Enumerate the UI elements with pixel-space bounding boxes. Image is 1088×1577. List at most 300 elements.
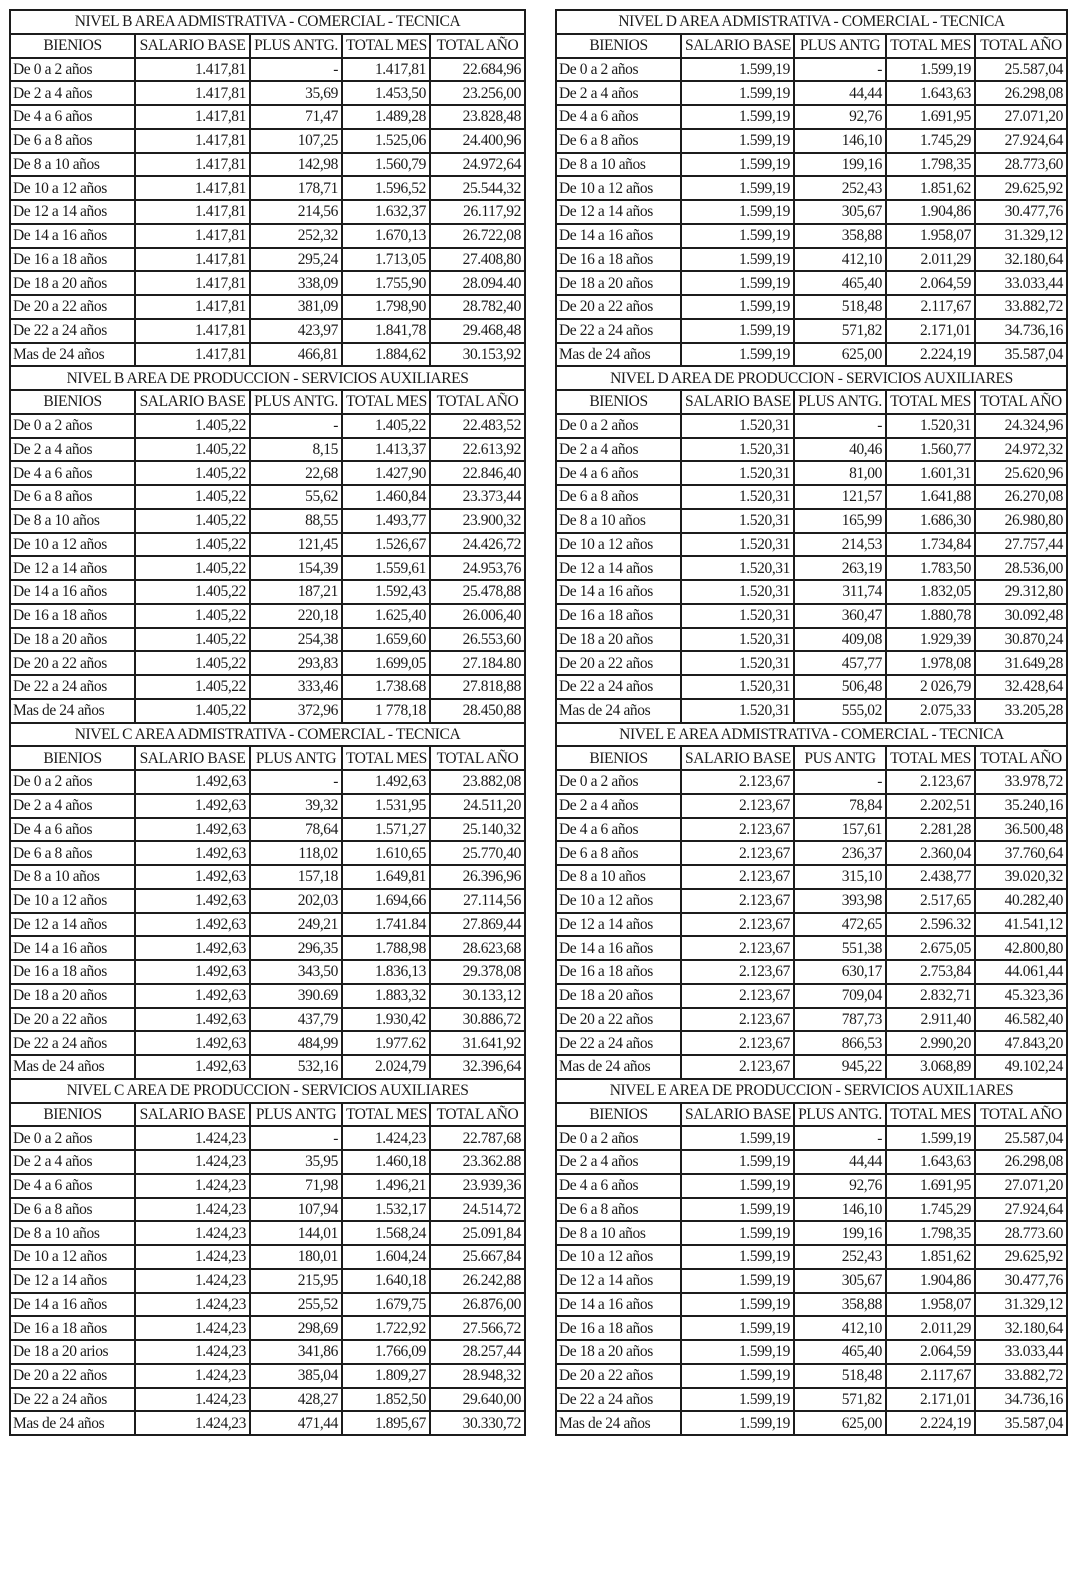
cell-plus-antg: 35,95 (250, 1150, 342, 1174)
cell-total-mes: 1.809,27 (342, 1364, 430, 1388)
cell-bienios: Mas de 24 años (556, 1411, 681, 1435)
cell-bienios: De 0 a 2 años (556, 770, 681, 794)
cell-salario-base: 1.405,22 (135, 556, 250, 580)
cell-plus-antg: - (250, 1126, 342, 1150)
cell-bienios: De 12 a 14 años (10, 200, 135, 224)
cell-plus-antg: - (794, 58, 886, 82)
table-row (10, 414, 525, 438)
table-row (556, 699, 1067, 723)
cell-bienios: De 18 a 20 años (556, 271, 681, 295)
cell-total-ano: 22.613,92 (430, 438, 525, 462)
cell-total-mes: 2.075,33 (886, 699, 975, 723)
cell-total-mes: 1.977.62 (342, 1031, 430, 1055)
cell-salario-base: 1.599,19 (681, 1245, 794, 1269)
cell-bienios: De 0 a 2 años (10, 58, 135, 82)
cell-salario-base: 2.123,67 (681, 770, 794, 794)
table-row (556, 1388, 1067, 1412)
cell-total-ano: 26.242,88 (430, 1269, 525, 1293)
cell-salario-base: 1.492,63 (135, 936, 250, 960)
table-row (556, 1198, 1067, 1222)
table-row (556, 889, 1067, 913)
table-row (10, 1388, 525, 1412)
cell-total-mes: 2.360,04 (886, 841, 975, 865)
cell-bienios: De 4 a 6 años (556, 461, 681, 485)
cell-salario-base: 2.123,67 (681, 984, 794, 1008)
cell-total-mes: 1.852,50 (342, 1388, 430, 1412)
table-row (556, 509, 1067, 533)
cell-salario-base: 1.405,22 (135, 675, 250, 699)
cell-salario-base: 1.424,23 (135, 1174, 250, 1198)
cell-bienios: De 18 a 20 años (10, 271, 135, 295)
cell-bienios: De 6 a 8 años (556, 129, 681, 153)
header-plus-antg: PUS ANTG (794, 746, 886, 770)
cell-salario-base: 1.492,63 (135, 960, 250, 984)
cell-bienios: De 22 a 24 años (10, 1031, 135, 1055)
cell-total-ano: 45.323,36 (975, 984, 1067, 1008)
cell-salario-base: 1.520,31 (681, 628, 794, 652)
cell-bienios: De 2 a 4 años (556, 81, 681, 105)
cell-total-mes: 1.649,81 (342, 865, 430, 889)
cell-bienios: De 20 a 22 años (556, 1364, 681, 1388)
cell-plus-antg: 625,00 (794, 343, 886, 367)
cell-salario-base: 2.123,67 (681, 913, 794, 937)
cell-plus-antg: 199,16 (794, 153, 886, 177)
cell-total-ano: 33.033,44 (975, 271, 1067, 295)
cell-salario-base: 1.599,19 (681, 248, 794, 272)
cell-total-ano: 24.400,96 (430, 129, 525, 153)
cell-plus-antg: 293,83 (250, 651, 342, 675)
cell-total-ano: 35.587,04 (975, 1411, 1067, 1435)
cell-salario-base: 1.492,63 (135, 984, 250, 1008)
cell-total-mes: 1.755,90 (342, 271, 430, 295)
cell-total-ano: 29.625,92 (975, 176, 1067, 200)
cell-bienios: De 4 a 6 años (10, 1174, 135, 1198)
cell-bienios: De 6 a 8 años (10, 841, 135, 865)
cell-total-mes: 1.904,86 (886, 1269, 975, 1293)
cell-bienios: Mas de 24 años (556, 1055, 681, 1079)
table-row (10, 984, 525, 1008)
header-salario-base: SALARIO BASE (135, 746, 250, 770)
section-title-row (556, 366, 1067, 390)
table-row (10, 248, 525, 272)
table-row (556, 984, 1067, 1008)
table-row (10, 1126, 525, 1150)
cell-total-mes: 1.601,31 (886, 461, 975, 485)
cell-total-ano: 47.843,20 (975, 1031, 1067, 1055)
cell-salario-base: 1.424,23 (135, 1388, 250, 1412)
cell-total-mes: 1.520,31 (886, 414, 975, 438)
cell-plus-antg: 341,86 (250, 1340, 342, 1364)
cell-total-mes: 2.024,79 (342, 1055, 430, 1079)
cell-plus-antg: 518,48 (794, 295, 886, 319)
cell-total-mes: 1.531,95 (342, 794, 430, 818)
cell-total-ano: 23.882,08 (430, 770, 525, 794)
cell-total-mes: 1.640,18 (342, 1269, 430, 1293)
cell-salario-base: 1.405,22 (135, 485, 250, 509)
cell-salario-base: 1.599,19 (681, 1316, 794, 1340)
cell-total-mes: 1.679,75 (342, 1293, 430, 1317)
cell-total-ano: 26.117,92 (430, 200, 525, 224)
cell-salario-base: 1.520,31 (681, 556, 794, 580)
cell-salario-base: 1.417,81 (135, 176, 250, 200)
cell-total-mes: 1.798,90 (342, 295, 430, 319)
cell-total-ano: 24.953,76 (430, 556, 525, 580)
cell-total-mes: 1.895,67 (342, 1411, 430, 1435)
cell-total-mes: 1.798,35 (886, 153, 975, 177)
table-row (10, 1031, 525, 1055)
cell-salario-base: 1.520,31 (681, 461, 794, 485)
cell-total-ano: 33.978,72 (975, 770, 1067, 794)
cell-total-mes: 1.884,62 (342, 343, 430, 367)
header-plus-antg: PLUS ANTG (250, 1103, 342, 1127)
cell-total-ano: 24.972,64 (430, 153, 525, 177)
cell-plus-antg: 39,32 (250, 794, 342, 818)
cell-bienios: De 18 a 20 años (10, 984, 135, 1008)
cell-salario-base: 1.405,22 (135, 461, 250, 485)
cell-total-ano: 26.396,96 (430, 865, 525, 889)
cell-bienios: De 22 a 24 años (556, 319, 681, 343)
cell-total-ano: 42.800,80 (975, 936, 1067, 960)
cell-total-mes: 1.559,61 (342, 556, 430, 580)
cell-total-ano: 33.882,72 (975, 295, 1067, 319)
section-title: NIVEL D AREA DE PRODUCCION - SERVICIOS AUXILIARES (556, 366, 1067, 390)
cell-plus-antg: 55,62 (250, 485, 342, 509)
table-row (556, 105, 1067, 129)
cell-total-mes: 1.738.68 (342, 675, 430, 699)
cell-plus-antg: 215,95 (250, 1269, 342, 1293)
cell-salario-base: 1.599,19 (681, 343, 794, 367)
cell-total-mes: 2.224,19 (886, 1411, 975, 1435)
cell-plus-antg: - (794, 414, 886, 438)
cell-bienios: De 16 a 18 años (10, 604, 135, 628)
cell-bienios: De 16 a 18 años (10, 960, 135, 984)
cell-plus-antg: 254,38 (250, 628, 342, 652)
cell-total-ano: 29.625,92 (975, 1245, 1067, 1269)
cell-total-mes: 2 026,79 (886, 675, 975, 699)
cell-total-mes: 1.641,88 (886, 485, 975, 509)
cell-plus-antg: 118,02 (250, 841, 342, 865)
cell-salario-base: 1.599,19 (681, 1340, 794, 1364)
cell-bienios: De 22 a 24 años (556, 1031, 681, 1055)
table-row (10, 651, 525, 675)
cell-plus-antg: 709,04 (794, 984, 886, 1008)
cell-total-mes: 1.532,17 (342, 1198, 430, 1222)
cell-plus-antg: 157,18 (250, 865, 342, 889)
cell-total-mes: 1.929,39 (886, 628, 975, 652)
cell-total-ano: 26.980,80 (975, 509, 1067, 533)
cell-salario-base: 2.123,67 (681, 1055, 794, 1079)
header-total-mes: TOTAL MES (342, 746, 430, 770)
cell-total-ano: 28.782,40 (430, 295, 525, 319)
cell-bienios: De 0 a 2 años (556, 414, 681, 438)
cell-salario-base: 1.599,19 (681, 129, 794, 153)
table-body (556, 10, 1067, 1435)
cell-bienios: De 18 a 20 años (556, 1340, 681, 1364)
cell-bienios: De 12 a 14 años (556, 913, 681, 937)
cell-salario-base: 1.520,31 (681, 414, 794, 438)
cell-plus-antg: 484,99 (250, 1031, 342, 1055)
cell-total-ano: 25.587,04 (975, 1126, 1067, 1150)
cell-salario-base: 1.520,31 (681, 651, 794, 675)
cell-total-ano: 23.939,36 (430, 1174, 525, 1198)
cell-total-mes: 1.413,37 (342, 438, 430, 462)
cell-total-mes: 2.064,59 (886, 271, 975, 295)
cell-total-ano: 28.773.60 (975, 1221, 1067, 1245)
cell-total-ano: 26.298,08 (975, 81, 1067, 105)
table-row (10, 1174, 525, 1198)
cell-salario-base: 1.599,19 (681, 1150, 794, 1174)
table-row (10, 295, 525, 319)
cell-bienios: De 12 a 14 años (556, 556, 681, 580)
cell-salario-base: 1.599,19 (681, 319, 794, 343)
cell-salario-base: 1.599,19 (681, 1269, 794, 1293)
cell-salario-base: 1.405,22 (135, 699, 250, 723)
cell-plus-antg: 551,38 (794, 936, 886, 960)
cell-total-mes: 3.068,89 (886, 1055, 975, 1079)
cell-bienios: Mas de 24 años (10, 1055, 135, 1079)
cell-total-ano: 27.869,44 (430, 913, 525, 937)
cell-plus-antg: 428,27 (250, 1388, 342, 1412)
header-total-mes: TOTAL MES (886, 34, 975, 58)
header-salario-base: SALARIO BASE (681, 746, 794, 770)
cell-salario-base: 1.520,31 (681, 438, 794, 462)
cell-plus-antg: 630,17 (794, 960, 886, 984)
cell-salario-base: 1.424,23 (135, 1364, 250, 1388)
cell-salario-base: 1.417,81 (135, 271, 250, 295)
cell-plus-antg: 305,67 (794, 1269, 886, 1293)
cell-total-mes: 1.526,67 (342, 533, 430, 557)
left-column (9, 9, 524, 1436)
header-total-mes: TOTAL MES (886, 746, 975, 770)
cell-total-ano: 27.071,20 (975, 1174, 1067, 1198)
cell-bienios: De 10 a 12 años (556, 533, 681, 557)
table-row (556, 129, 1067, 153)
cell-total-mes: 1.691,95 (886, 105, 975, 129)
cell-bienios: De 2 a 4 años (556, 794, 681, 818)
table-row (10, 1316, 525, 1340)
cell-total-mes: 1.883,32 (342, 984, 430, 1008)
table-row (556, 580, 1067, 604)
cell-salario-base: 1.417,81 (135, 105, 250, 129)
table-row (556, 675, 1067, 699)
cell-total-ano: 32.180,64 (975, 248, 1067, 272)
cell-plus-antg: 121,57 (794, 485, 886, 509)
cell-plus-antg: - (250, 770, 342, 794)
cell-salario-base: 1.417,81 (135, 295, 250, 319)
section-title: NIVEL B AREA ADMISTRATIVA - COMERCIAL - TECNICA (10, 10, 525, 34)
cell-bienios: De 16 a 18 años (556, 604, 681, 628)
table-row (556, 770, 1067, 794)
cell-total-mes: 1.783,50 (886, 556, 975, 580)
cell-total-ano: 30.477,76 (975, 200, 1067, 224)
cell-bienios: De 10 a 12 años (10, 1245, 135, 1269)
table-row (556, 343, 1067, 367)
cell-total-mes: 1.670,13 (342, 224, 430, 248)
cell-total-ano: 26.298,08 (975, 1150, 1067, 1174)
cell-total-mes: 2.171,01 (886, 319, 975, 343)
cell-plus-antg: - (794, 770, 886, 794)
cell-plus-antg: - (794, 1126, 886, 1150)
cell-bienios: De 8 a 10 años (556, 865, 681, 889)
cell-plus-antg: 121,45 (250, 533, 342, 557)
cell-total-mes: 1.836,13 (342, 960, 430, 984)
table-row (10, 1340, 525, 1364)
header-total-ano: TOTAL AÑO (430, 746, 525, 770)
cell-total-ano: 27.566,72 (430, 1316, 525, 1340)
cell-total-ano: 24.426,72 (430, 533, 525, 557)
cell-bienios: De 14 a 16 años (556, 936, 681, 960)
cell-total-ano: 30.477,76 (975, 1269, 1067, 1293)
table-row (556, 818, 1067, 842)
header-bienios: BIENIOS (556, 390, 681, 414)
cell-total-mes: 1.492,63 (342, 770, 430, 794)
cell-total-ano: 27.757,44 (975, 533, 1067, 557)
cell-plus-antg: 202,03 (250, 889, 342, 913)
cell-bienios: De 20 a 22 años (10, 1008, 135, 1032)
header-bienios: BIENIOS (556, 1103, 681, 1127)
cell-total-ano: 24.972,32 (975, 438, 1067, 462)
cell-total-ano: 30.886,72 (430, 1008, 525, 1032)
section-title: NIVEL D AREA ADMISTRATIVA - COMERCIAL - TECNICA (556, 10, 1067, 34)
cell-total-mes: 1.643,63 (886, 81, 975, 105)
cell-total-mes: 1.766,09 (342, 1340, 430, 1364)
cell-bienios: De 4 a 6 años (10, 461, 135, 485)
cell-total-ano: 36.500,48 (975, 818, 1067, 842)
cell-bienios: De 20 a 22 años (10, 1364, 135, 1388)
table-row (556, 1293, 1067, 1317)
table-row (10, 105, 525, 129)
table-row (10, 271, 525, 295)
cell-bienios: De 20 a 22 años (556, 295, 681, 319)
cell-total-mes: 1.930,42 (342, 1008, 430, 1032)
cell-total-mes: 2.753,84 (886, 960, 975, 984)
cell-plus-antg: 187,21 (250, 580, 342, 604)
header-total-ano: TOTAL AÑO (975, 34, 1067, 58)
cell-total-mes: 1.604,24 (342, 1245, 430, 1269)
cell-salario-base: 2.123,67 (681, 818, 794, 842)
cell-bienios: De 0 a 2 años (556, 1126, 681, 1150)
cell-bienios: De 18 a 20 años (10, 628, 135, 652)
cell-plus-antg: 393,98 (794, 889, 886, 913)
cell-salario-base: 1.424,23 (135, 1340, 250, 1364)
cell-salario-base: 1.492,63 (135, 818, 250, 842)
table-row (556, 651, 1067, 675)
table-row (556, 936, 1067, 960)
cell-plus-antg: 252,32 (250, 224, 342, 248)
cell-total-mes: 2.123,67 (886, 770, 975, 794)
table-row (556, 1221, 1067, 1245)
cell-total-mes: 1.599,19 (886, 58, 975, 82)
cell-plus-antg: 555,02 (794, 699, 886, 723)
cell-bienios: Mas de 24 años (556, 699, 681, 723)
cell-plus-antg: 214,53 (794, 533, 886, 557)
table-row (10, 224, 525, 248)
cell-plus-antg: 385,04 (250, 1364, 342, 1388)
cell-bienios: De 6 a 8 años (556, 485, 681, 509)
cell-total-mes: 1.643,63 (886, 1150, 975, 1174)
table-row (556, 153, 1067, 177)
cell-total-ano: 49.102,24 (975, 1055, 1067, 1079)
cell-bienios: De 0 a 2 años (10, 1126, 135, 1150)
table-row (10, 1364, 525, 1388)
table-row (556, 1008, 1067, 1032)
cell-total-ano: 31.329,12 (975, 224, 1067, 248)
section-title-row (10, 366, 525, 390)
header-bienios: BIENIOS (10, 746, 135, 770)
table-row (556, 1269, 1067, 1293)
table-row (556, 1150, 1067, 1174)
cell-plus-antg: 338,09 (250, 271, 342, 295)
cell-total-ano: 23.828,48 (430, 105, 525, 129)
cell-total-mes: 1.699,05 (342, 651, 430, 675)
header-total-mes: TOTAL MES (886, 390, 975, 414)
table-row (556, 841, 1067, 865)
cell-bienios: De 22 a 24 años (10, 675, 135, 699)
cell-plus-antg: 360,47 (794, 604, 886, 628)
cell-salario-base: 1.599,19 (681, 81, 794, 105)
cell-bienios: De 4 a 6 años (556, 818, 681, 842)
cell-bienios: De 10 a 12 años (556, 176, 681, 200)
cell-bienios: De 8 a 10 años (10, 865, 135, 889)
cell-plus-antg: 471,44 (250, 1411, 342, 1435)
cell-salario-base: 1.599,19 (681, 58, 794, 82)
cell-salario-base: 1.417,81 (135, 81, 250, 105)
cell-salario-base: 1.405,22 (135, 533, 250, 557)
cell-salario-base: 1.599,19 (681, 1221, 794, 1245)
cell-bienios: De 22 a 24 años (556, 1388, 681, 1412)
cell-total-ano: 25.620,96 (975, 461, 1067, 485)
cell-total-ano: 25.478,88 (430, 580, 525, 604)
table-row (556, 224, 1067, 248)
cell-total-mes: 2.438,77 (886, 865, 975, 889)
cell-bienios: De 4 a 6 años (10, 105, 135, 129)
header-plus-antg: PLUS ANTG. (794, 1103, 886, 1127)
table-row (10, 1293, 525, 1317)
cell-plus-antg: 311,74 (794, 580, 886, 604)
header-total-ano: TOTAL AÑO (430, 1103, 525, 1127)
header-row (10, 1103, 525, 1127)
table-row (556, 319, 1067, 343)
table-row (556, 1174, 1067, 1198)
cell-bienios: De 12 a 14 años (556, 200, 681, 224)
cell-total-mes: 1.904,86 (886, 200, 975, 224)
cell-bienios: Mas de 24 años (10, 343, 135, 367)
cell-total-ano: 28.948,32 (430, 1364, 525, 1388)
cell-total-ano: 29.640,00 (430, 1388, 525, 1412)
cell-bienios: De 2 a 4 años (10, 794, 135, 818)
cell-plus-antg: 107,94 (250, 1198, 342, 1222)
cell-total-mes: 1.489,28 (342, 105, 430, 129)
cell-total-ano: 25.770,40 (430, 841, 525, 865)
cell-bienios: De 12 a 14 años (556, 1269, 681, 1293)
table-row (556, 1364, 1067, 1388)
table-row (10, 319, 525, 343)
cell-total-mes: 1.460,18 (342, 1150, 430, 1174)
cell-salario-base: 1.424,23 (135, 1316, 250, 1340)
table-row (10, 1008, 525, 1032)
cell-total-ano: 41.541,12 (975, 913, 1067, 937)
cell-total-mes: 1.691,95 (886, 1174, 975, 1198)
right-column (555, 9, 1066, 1436)
cell-bienios: Mas de 24 años (556, 343, 681, 367)
cell-salario-base: 1.599,19 (681, 200, 794, 224)
header-row (556, 746, 1067, 770)
cell-salario-base: 1.599,19 (681, 153, 794, 177)
cell-bienios: De 4 a 6 años (556, 105, 681, 129)
cell-bienios: De 12 a 14 años (10, 913, 135, 937)
section-title: NIVEL E AREA DE PRODUCCION - SERVICIOS AUXIL1ARES (556, 1079, 1067, 1103)
cell-bienios: De 6 a 8 años (10, 129, 135, 153)
